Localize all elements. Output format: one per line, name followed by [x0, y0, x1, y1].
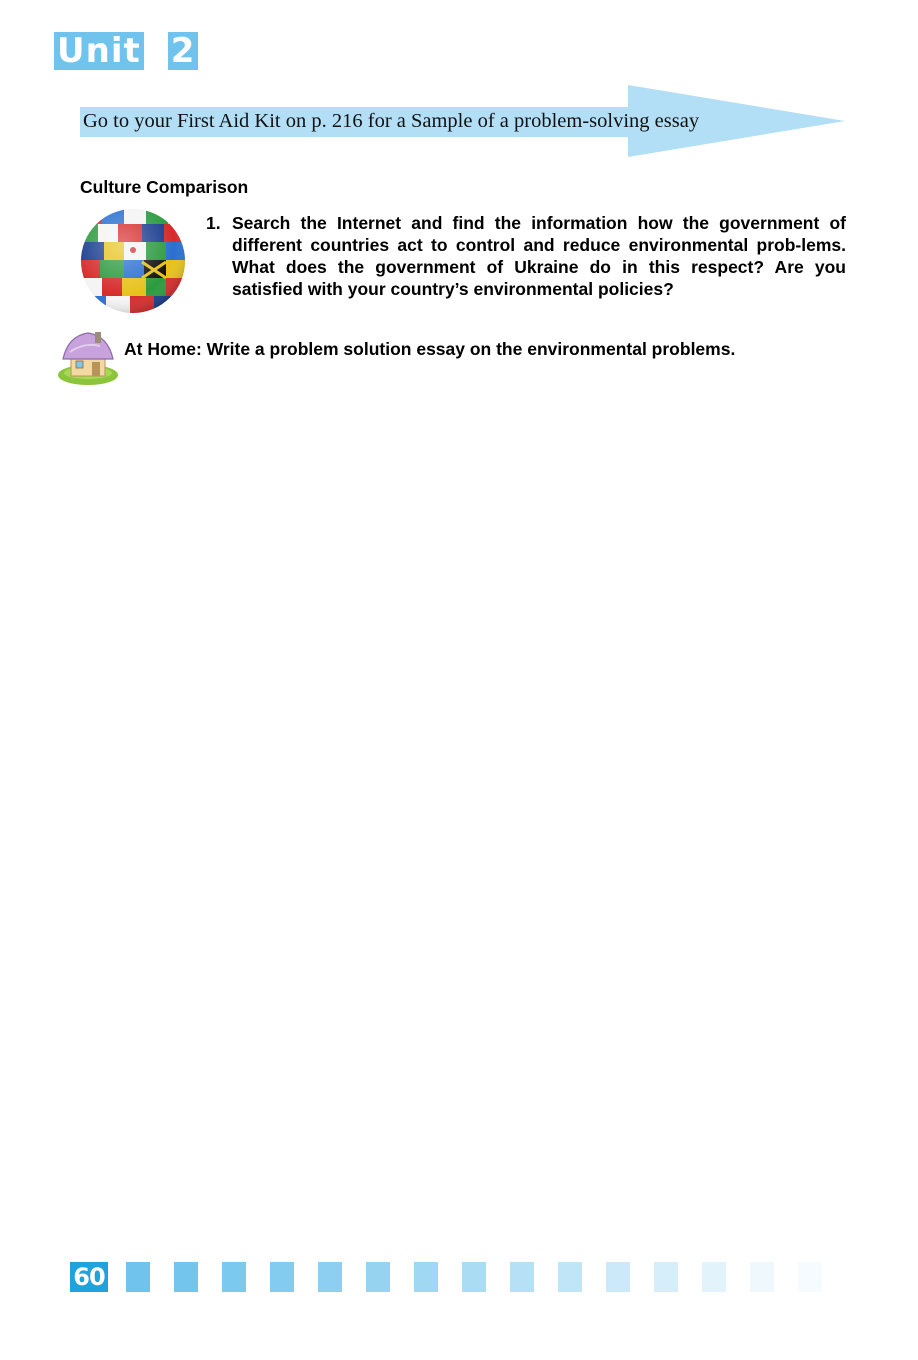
first-aid-banner: [80, 85, 845, 157]
page-number: 60: [70, 1262, 108, 1292]
footer-square: [414, 1262, 438, 1292]
footer-decoration: [126, 1262, 822, 1292]
task-item: [206, 212, 846, 300]
footer-square: [462, 1262, 486, 1292]
footer-square: [750, 1262, 774, 1292]
footer-square: [702, 1262, 726, 1292]
unit-number: 2: [168, 32, 199, 70]
footer-square: [366, 1262, 390, 1292]
house-icon: [54, 328, 120, 388]
home-assignment: At Home: Write a problem solution essay on the environmental problems.: [124, 339, 736, 359]
flags-globe-icon: [80, 208, 186, 314]
footer-square: [126, 1262, 150, 1292]
section-title: Culture Comparison: [80, 177, 249, 197]
footer-square: [654, 1262, 678, 1292]
banner-text: Go to your First Aid Kit on p. 216 for a Sample of a problem-solving essay: [83, 110, 700, 132]
page-footer: [70, 1262, 822, 1292]
unit-header: [54, 32, 198, 70]
footer-square: [606, 1262, 630, 1292]
footer-square: [222, 1262, 246, 1292]
footer-square: [558, 1262, 582, 1292]
footer-square: [270, 1262, 294, 1292]
task-number: 1.: [206, 213, 221, 233]
unit-label: Unit: [54, 32, 144, 70]
task-text: Search the Internet and find the information how the government of different countries act to control and reduce environmental prob-lems. What does the government of Ukraine do in this respect? Are you satisfied with your country’s environmental policies?: [232, 213, 846, 299]
footer-square: [510, 1262, 534, 1292]
footer-square: [318, 1262, 342, 1292]
footer-square: [798, 1262, 822, 1292]
footer-square: [174, 1262, 198, 1292]
